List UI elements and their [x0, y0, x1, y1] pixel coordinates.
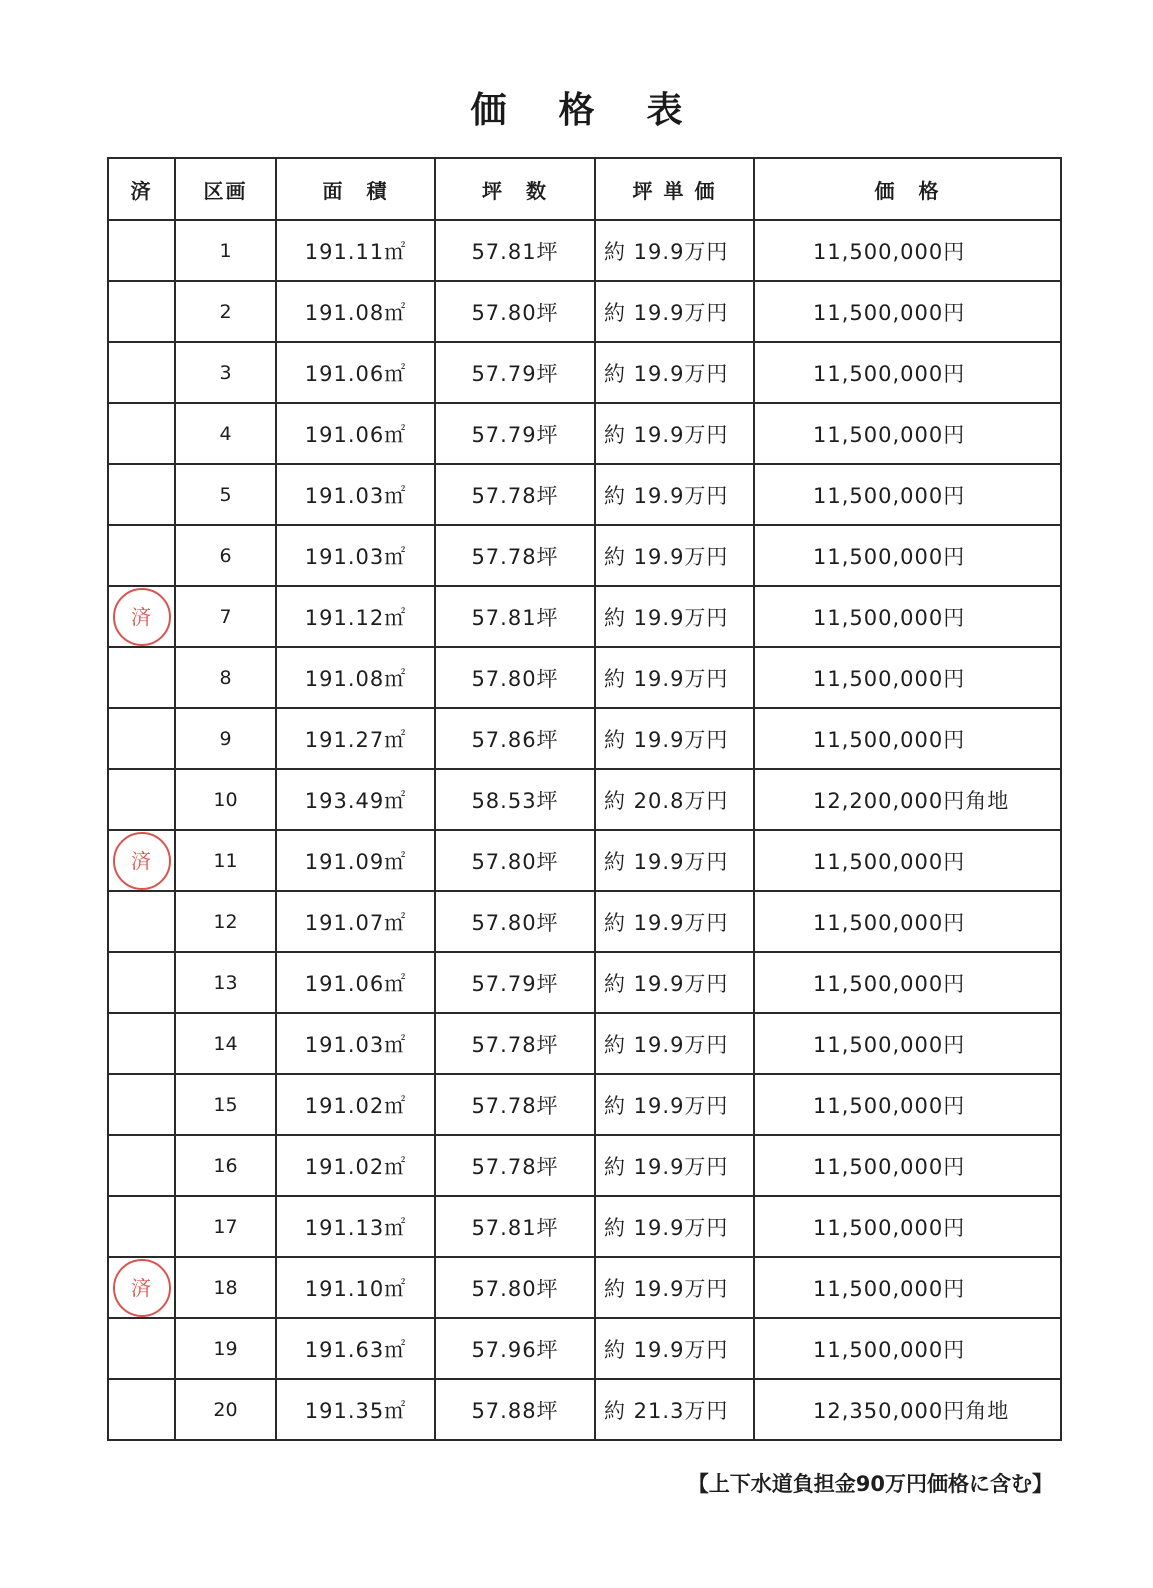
table-row [108, 1074, 1061, 1135]
cell-lot: 15 [175, 1074, 276, 1135]
cell-area: 191.08㎡ [276, 647, 435, 708]
cell-lot: 10 [175, 769, 276, 830]
table-row [108, 1257, 1061, 1318]
cell-tsubo: 57.81坪 [435, 1196, 595, 1257]
cell-price: 11,500,000円 [754, 1318, 1061, 1379]
cell-unit-price: 約 19.9万円 [595, 220, 754, 281]
cell-tsubo: 57.79坪 [435, 403, 595, 464]
cell-lot: 1 [175, 220, 276, 281]
cell-unit-price: 約 19.9万円 [595, 1196, 754, 1257]
cell-sold [108, 403, 175, 464]
cell-price: 11,500,000円 [754, 220, 1061, 281]
price-table [107, 157, 1062, 1441]
table-row [108, 647, 1061, 708]
cell-sold [108, 281, 175, 342]
cell-lot: 4 [175, 403, 276, 464]
cell-tsubo: 57.79坪 [435, 342, 595, 403]
page-title [0, 82, 1153, 133]
cell-tsubo: 57.80坪 [435, 891, 595, 952]
table-row [108, 403, 1061, 464]
cell-tsubo: 58.53坪 [435, 769, 595, 830]
table-row [108, 464, 1061, 525]
table-row [108, 1135, 1061, 1196]
cell-unit-price: 約 19.9万円 [595, 708, 754, 769]
cell-price: 11,500,000円 [754, 708, 1061, 769]
cell-sold [108, 342, 175, 403]
footnote: 【上下水道負担金90万円価格に含む】 [687, 1472, 1053, 1496]
table-row [108, 586, 1061, 647]
cell-tsubo: 57.78坪 [435, 525, 595, 586]
cell-lot: 12 [175, 891, 276, 952]
cell-unit-price: 約 19.9万円 [595, 830, 754, 891]
cell-tsubo: 57.80坪 [435, 647, 595, 708]
cell-unit-price: 約 19.9万円 [595, 1257, 754, 1318]
sold-stamp: 済 [113, 1259, 171, 1317]
cell-sold [108, 1135, 175, 1196]
cell-sold [108, 464, 175, 525]
cell-lot: 6 [175, 525, 276, 586]
title-char: 価 [470, 90, 507, 131]
cell-area: 191.02㎡ [276, 1135, 435, 1196]
cell-lot: 9 [175, 708, 276, 769]
cell-price: 11,500,000円 [754, 1196, 1061, 1257]
cell-area: 191.07㎡ [276, 891, 435, 952]
cell-unit-price: 約 19.9万円 [595, 464, 754, 525]
header-tsubo: 坪 数 [435, 158, 595, 220]
cell-lot: 19 [175, 1318, 276, 1379]
cell-price: 11,500,000円 [754, 952, 1061, 1013]
table-row [108, 769, 1061, 830]
cell-price: 11,500,000円 [754, 1074, 1061, 1135]
cell-lot: 7 [175, 586, 276, 647]
cell-sold [108, 1257, 175, 1318]
cell-tsubo: 57.81坪 [435, 586, 595, 647]
cell-lot: 11 [175, 830, 276, 891]
cell-sold [108, 1074, 175, 1135]
cell-tsubo: 57.96坪 [435, 1318, 595, 1379]
cell-lot: 16 [175, 1135, 276, 1196]
cell-price: 11,500,000円 [754, 525, 1061, 586]
cell-area: 191.35㎡ [276, 1379, 435, 1440]
cell-area: 191.11㎡ [276, 220, 435, 281]
cell-price: 11,500,000円 [754, 464, 1061, 525]
cell-unit-price: 約 19.9万円 [595, 1074, 754, 1135]
table-row [108, 891, 1061, 952]
cell-area: 191.06㎡ [276, 952, 435, 1013]
cell-price: 11,500,000円 [754, 1257, 1061, 1318]
cell-lot: 20 [175, 1379, 276, 1440]
cell-unit-price: 約 19.9万円 [595, 952, 754, 1013]
cell-price: 11,500,000円 [754, 281, 1061, 342]
cell-unit-price: 約 19.9万円 [595, 403, 754, 464]
cell-area: 191.13㎡ [276, 1196, 435, 1257]
cell-area: 191.02㎡ [276, 1074, 435, 1135]
cell-price: 11,500,000円 [754, 830, 1061, 891]
cell-tsubo: 57.88坪 [435, 1379, 595, 1440]
cell-area: 191.03㎡ [276, 525, 435, 586]
cell-tsubo: 57.86坪 [435, 708, 595, 769]
table-row [108, 281, 1061, 342]
cell-area: 191.06㎡ [276, 403, 435, 464]
cell-area: 191.03㎡ [276, 464, 435, 525]
title-char: 格 [558, 90, 595, 131]
cell-tsubo: 57.79坪 [435, 952, 595, 1013]
cell-area: 191.09㎡ [276, 830, 435, 891]
cell-lot: 8 [175, 647, 276, 708]
cell-sold [108, 952, 175, 1013]
cell-tsubo: 57.78坪 [435, 1074, 595, 1135]
cell-tsubo: 57.78坪 [435, 1013, 595, 1074]
cell-sold [108, 769, 175, 830]
cell-sold [108, 525, 175, 586]
cell-sold [108, 220, 175, 281]
cell-area: 191.63㎡ [276, 1318, 435, 1379]
cell-sold [108, 1196, 175, 1257]
header-sold: 済 [108, 158, 175, 220]
sold-stamp: 済 [113, 588, 171, 646]
cell-lot: 13 [175, 952, 276, 1013]
cell-sold [108, 830, 175, 891]
table-row [108, 525, 1061, 586]
table-row [108, 708, 1061, 769]
cell-area: 193.49㎡ [276, 769, 435, 830]
table-row [108, 342, 1061, 403]
cell-price: 11,500,000円 [754, 342, 1061, 403]
header-lot: 区画 [175, 158, 276, 220]
cell-price: 11,500,000円 [754, 586, 1061, 647]
cell-sold [108, 708, 175, 769]
cell-price: 12,350,000円角地 [754, 1379, 1061, 1440]
cell-area: 191.03㎡ [276, 1013, 435, 1074]
cell-unit-price: 約 19.9万円 [595, 525, 754, 586]
cell-sold [108, 647, 175, 708]
cell-lot: 2 [175, 281, 276, 342]
cell-tsubo: 57.80坪 [435, 1257, 595, 1318]
cell-area: 191.12㎡ [276, 586, 435, 647]
cell-area: 191.08㎡ [276, 281, 435, 342]
cell-lot: 3 [175, 342, 276, 403]
sold-stamp: 済 [113, 832, 171, 890]
cell-price: 11,500,000円 [754, 403, 1061, 464]
cell-price: 11,500,000円 [754, 891, 1061, 952]
cell-lot: 5 [175, 464, 276, 525]
cell-tsubo: 57.81坪 [435, 220, 595, 281]
cell-sold [108, 891, 175, 952]
cell-unit-price: 約 19.9万円 [595, 281, 754, 342]
cell-area: 191.10㎡ [276, 1257, 435, 1318]
cell-tsubo: 57.78坪 [435, 1135, 595, 1196]
cell-unit-price: 約 19.9万円 [595, 1135, 754, 1196]
cell-tsubo: 57.78坪 [435, 464, 595, 525]
cell-sold [108, 586, 175, 647]
table-row [108, 220, 1061, 281]
table-row [108, 830, 1061, 891]
cell-unit-price: 約 19.9万円 [595, 891, 754, 952]
table-header-row [108, 158, 1061, 220]
cell-sold [108, 1379, 175, 1440]
cell-price: 11,500,000円 [754, 647, 1061, 708]
cell-unit-price: 約 19.9万円 [595, 647, 754, 708]
table-row [108, 952, 1061, 1013]
cell-sold [108, 1318, 175, 1379]
table-row [108, 1013, 1061, 1074]
header-unit-price: 坪 単 価 [595, 158, 754, 220]
cell-unit-price: 約 19.9万円 [595, 342, 754, 403]
table-row [108, 1379, 1061, 1440]
cell-unit-price: 約 20.8万円 [595, 769, 754, 830]
title-char: 表 [646, 90, 683, 131]
header-area: 面 積 [276, 158, 435, 220]
cell-price: 11,500,000円 [754, 1135, 1061, 1196]
cell-price: 11,500,000円 [754, 1013, 1061, 1074]
header-price: 価 格 [754, 158, 1061, 220]
cell-sold [108, 1013, 175, 1074]
cell-area: 191.27㎡ [276, 708, 435, 769]
cell-unit-price: 約 19.9万円 [595, 1013, 754, 1074]
cell-unit-price: 約 21.3万円 [595, 1379, 754, 1440]
cell-area: 191.06㎡ [276, 342, 435, 403]
cell-tsubo: 57.80坪 [435, 281, 595, 342]
cell-lot: 17 [175, 1196, 276, 1257]
cell-tsubo: 57.80坪 [435, 830, 595, 891]
cell-unit-price: 約 19.9万円 [595, 586, 754, 647]
cell-price: 12,200,000円角地 [754, 769, 1061, 830]
cell-lot: 14 [175, 1013, 276, 1074]
table-body [108, 220, 1061, 1440]
cell-unit-price: 約 19.9万円 [595, 1318, 754, 1379]
table-row [108, 1196, 1061, 1257]
table-row [108, 1318, 1061, 1379]
cell-lot: 18 [175, 1257, 276, 1318]
